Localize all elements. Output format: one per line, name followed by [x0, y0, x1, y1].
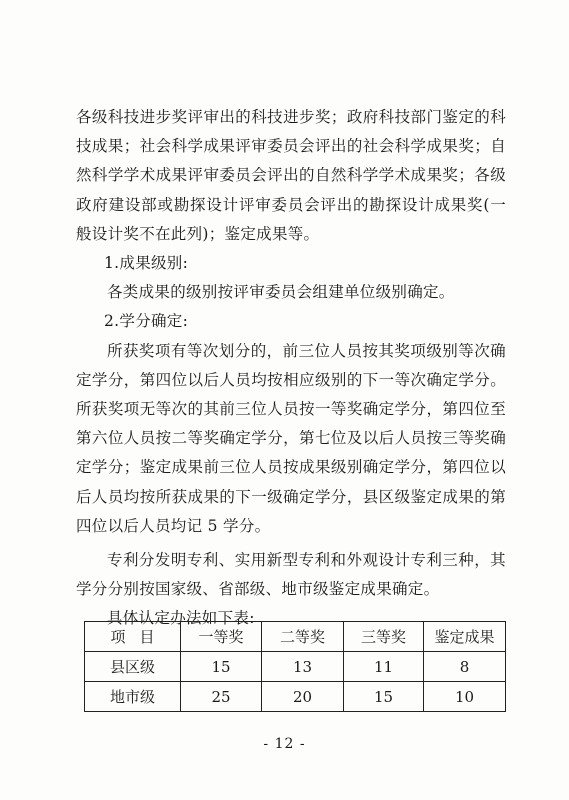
table-cell: 8 [424, 652, 506, 682]
table-header-cell: 三等奖 [344, 622, 424, 652]
table-header-cell: 项目 [85, 622, 181, 652]
table-header-cell: 鉴定成果 [424, 622, 506, 652]
paragraph-credit-rule: 所获奖项有等次划分的，前三位人员按其奖项级别等次确定学分，第四位以后人员均按相应级别的下一等次确定学分。所获奖项无等次的其前三位人员按一等奖确定学分，第四位至第六位人员按二等奖确定学分，第七位及以后人员按三等奖确定学分；鉴定成果前三位人员按成果级别确定学分，第四位以后人员均按所获成果的下一级确定学分，县区级鉴定成果的第四位以后人员均记 5 学分。 [76, 341, 506, 535]
table-cell: 地市级 [85, 682, 181, 712]
heading-achievement-level: 1.成果级别: [104, 254, 189, 273]
heading-credit-determination: 2.学分确定: [104, 312, 189, 331]
table-row [85, 682, 506, 712]
table-cell: 10 [424, 682, 506, 712]
table-header-cell: 一等奖 [181, 622, 262, 652]
paragraph-award-types: 各级科技进步奖评审出的科技进步奖；政府科技部门鉴定的科技成果；社会科学成果评审委员会评出的社会科学成果奖；自然科学学术成果评审委员会评出的自然科学学术成果奖；各级政府建设部或勘探设计评审委员会评出的勘探设计成果奖(一般设计奖不在此列)；鉴定成果等。 [76, 108, 506, 243]
table-cell: 15 [181, 652, 262, 682]
credit-table [84, 621, 506, 712]
table-header-cell: 二等奖 [262, 622, 344, 652]
table-row [85, 652, 506, 682]
paragraph-patent-rule: 专利分发明专利、实用新型专利和外观设计专利三种，其学分分别按国家级、省部级、地市级鉴定成果确定。 [76, 551, 506, 599]
table-header-row [85, 622, 506, 652]
table-cell: 25 [181, 682, 262, 712]
table-cell: 20 [262, 682, 344, 712]
table-cell: 11 [344, 652, 424, 682]
table-intro: 具体认定办法如下表: [107, 609, 255, 628]
table-cell: 13 [262, 652, 344, 682]
page-number: - 12 - [263, 736, 306, 752]
table-cell: 县区级 [85, 652, 181, 682]
paragraph-level-rule: 各类成果的级别按评审委员会组建单位级别确定。 [107, 283, 455, 302]
body-text [76, 103, 506, 634]
table-cell: 15 [344, 682, 424, 712]
